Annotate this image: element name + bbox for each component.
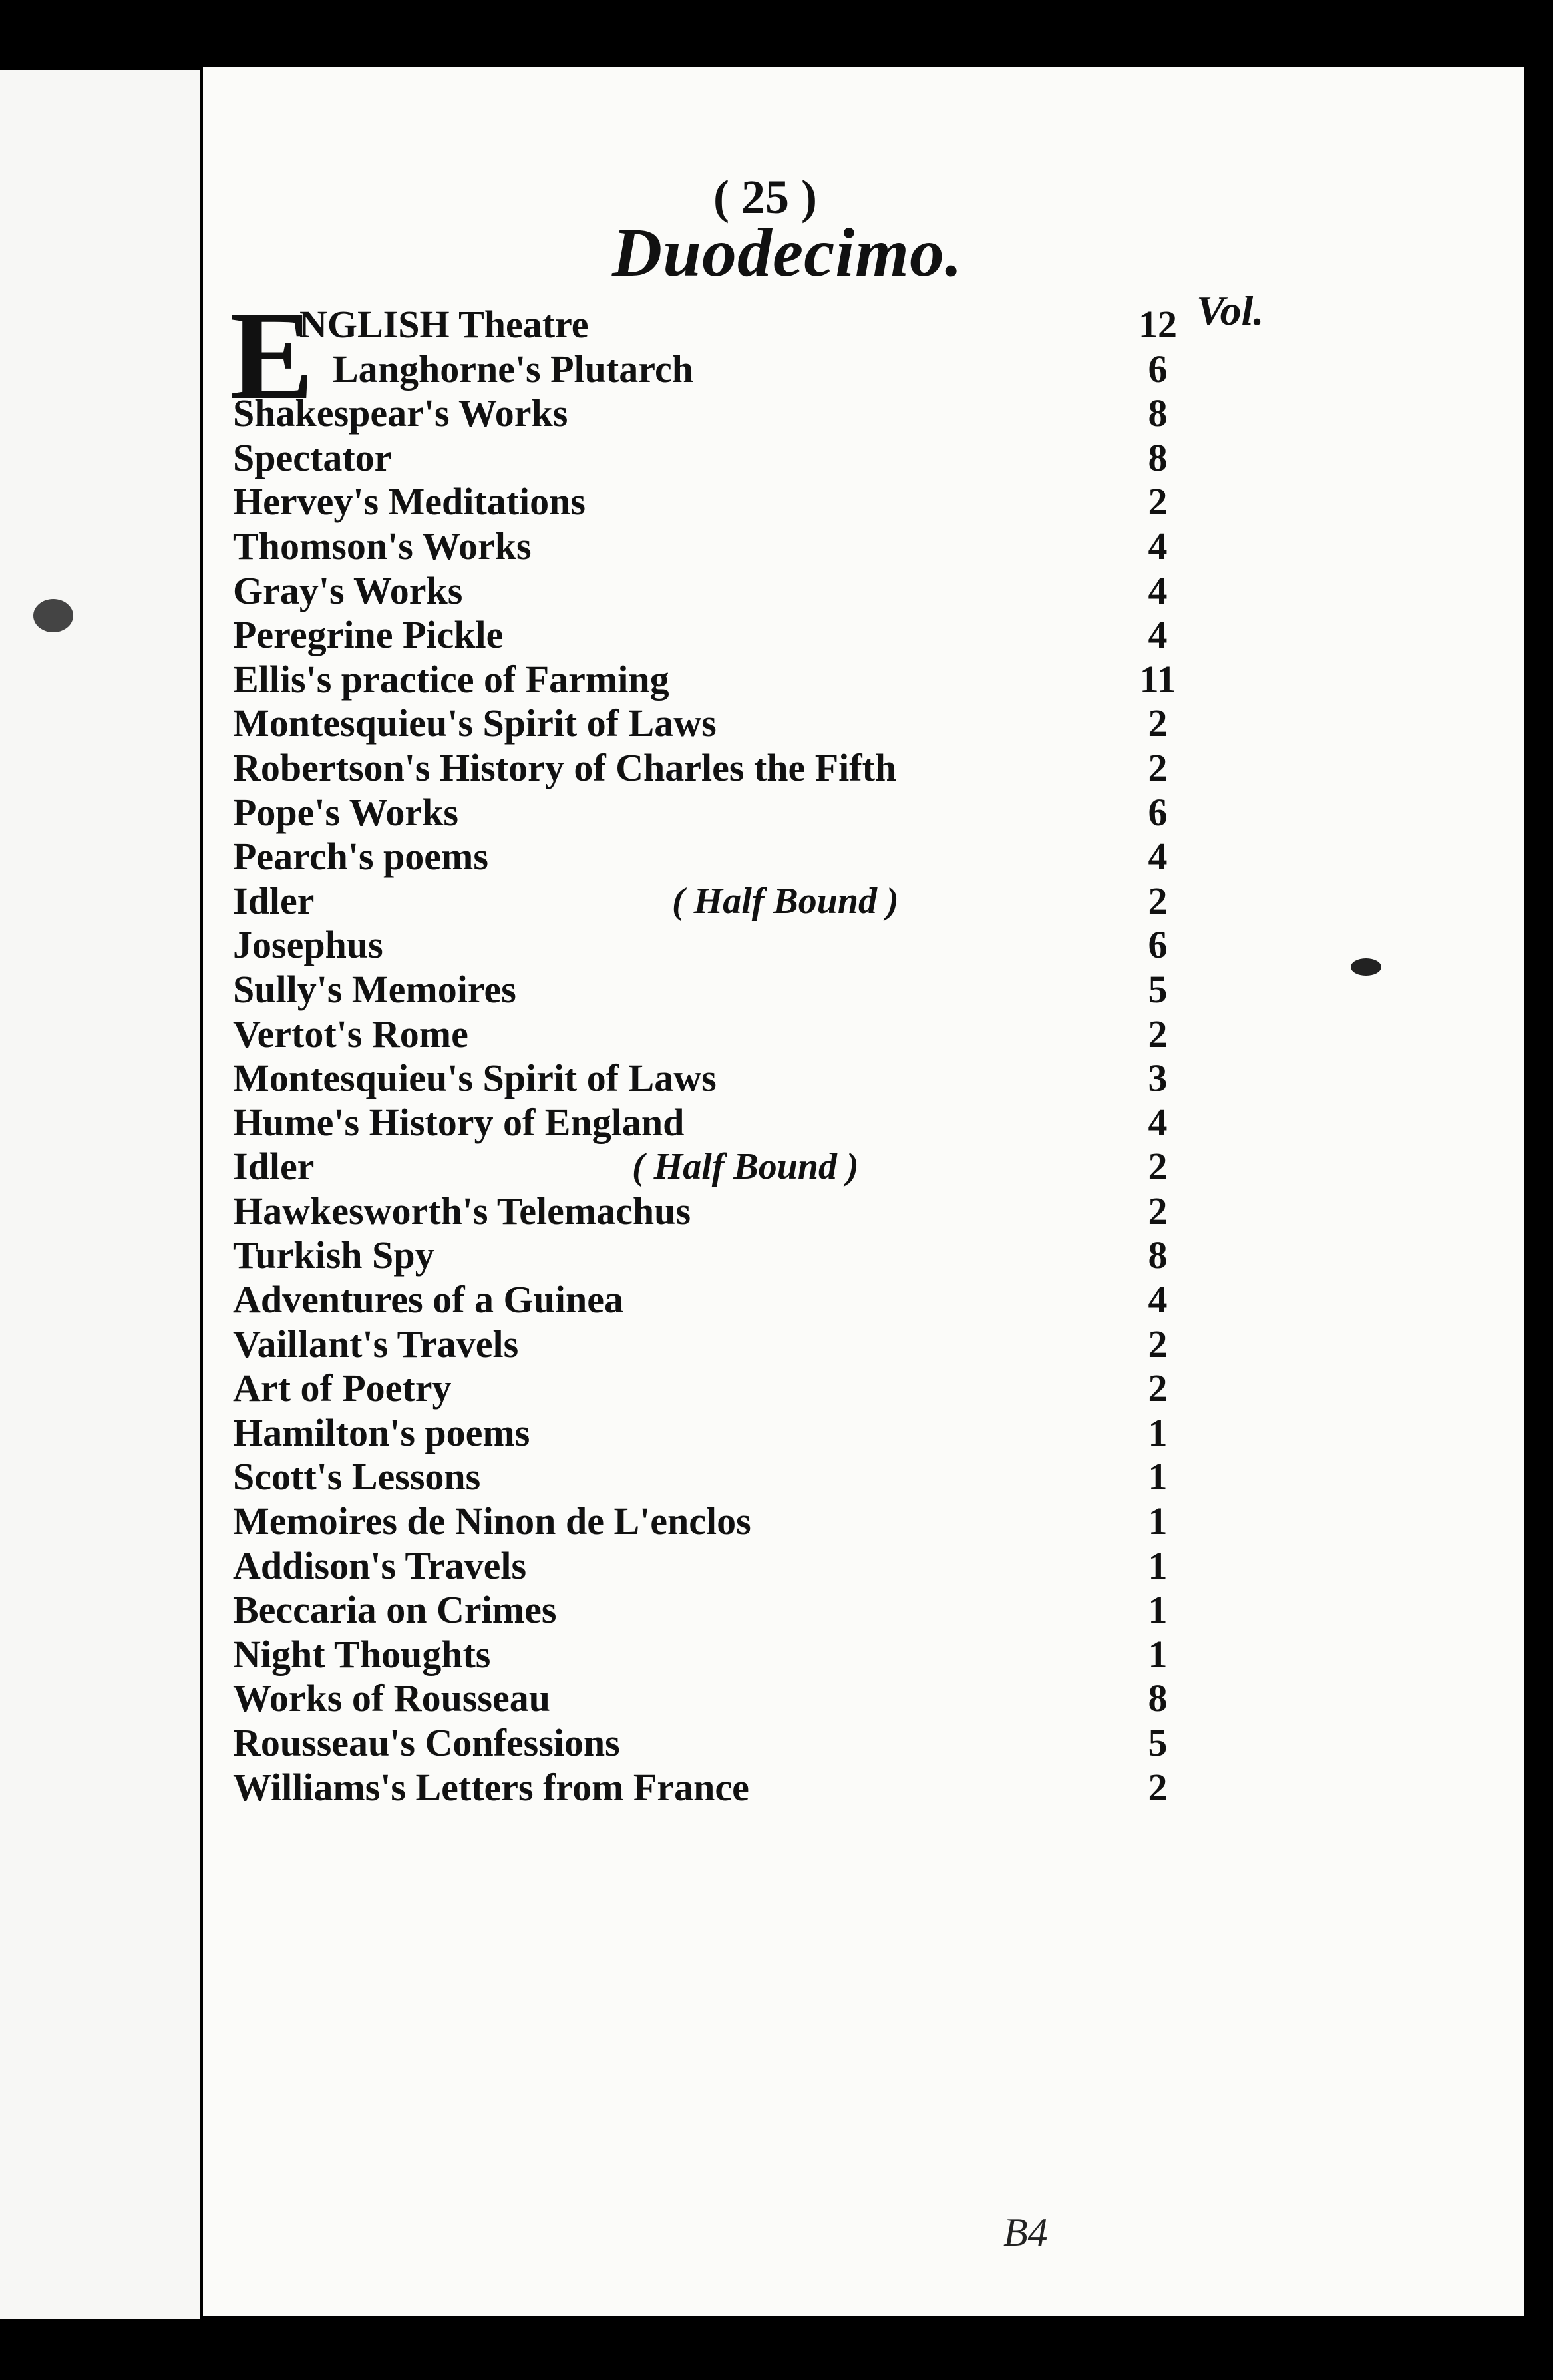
list-item	[233, 791, 1397, 835]
entry-title: Shakespear's Works	[233, 391, 568, 435]
entry-volumes: 8	[1148, 1677, 1168, 1720]
entry-title: Hervey's Meditations	[233, 480, 586, 524]
entry-volumes: 2	[1148, 1765, 1168, 1809]
list-item	[233, 879, 1397, 924]
entry-title: Turkish Spy	[233, 1233, 434, 1277]
entry-title: Peregrine Pickle	[233, 613, 504, 657]
entry-volumes: 12	[1138, 303, 1177, 346]
entry-title: Langhorne's Plutarch	[333, 347, 693, 391]
entry-title: Vaillant's Travels	[233, 1322, 519, 1366]
entry-volumes: 1	[1148, 1499, 1168, 1543]
facing-page-edge	[0, 70, 200, 2319]
list-item	[233, 1145, 1397, 1189]
entry-title: NGLISH Theatre	[299, 303, 589, 346]
entry-volumes: 2	[1148, 480, 1168, 524]
list-item	[233, 658, 1397, 702]
entry-title: Williams's Letters from France	[233, 1765, 749, 1809]
list-item	[233, 1588, 1397, 1633]
entry-volumes: 5	[1148, 967, 1168, 1011]
entry-volumes: 6	[1148, 347, 1168, 391]
list-item	[233, 1189, 1397, 1234]
list-item	[233, 1411, 1397, 1456]
list-item	[233, 1721, 1397, 1766]
entry-title: Pope's Works	[233, 790, 458, 834]
list-item	[233, 923, 1397, 968]
entry-volumes: 6	[1148, 790, 1168, 834]
list-item	[233, 524, 1397, 569]
list-item	[233, 1544, 1397, 1589]
entry-title: Gray's Works	[233, 568, 463, 612]
entry-volumes: 8	[1148, 391, 1168, 435]
entry-volumes: 1	[1148, 1543, 1168, 1587]
entry-volumes: 2	[1148, 1145, 1168, 1189]
entry-title: Art of Poetry	[233, 1366, 452, 1410]
list-item	[233, 347, 1397, 392]
entry-volumes: 4	[1148, 1100, 1168, 1144]
list-item	[233, 613, 1397, 658]
entry-volumes: 4	[1148, 613, 1168, 657]
drop-cap: E	[230, 286, 314, 426]
entry-title: Beccaria on Crimes	[233, 1588, 557, 1632]
list-item	[233, 835, 1397, 879]
entry-title: Ellis's practice of Farming	[233, 657, 669, 701]
list-item	[233, 569, 1397, 614]
entry-volumes: 1	[1148, 1410, 1168, 1454]
page-number: ( 25 )	[713, 170, 817, 224]
entry-binding-note: ( Half Bound )	[672, 880, 899, 922]
entry-title: Memoires de Ninon de L'enclos	[233, 1499, 751, 1543]
entry-title: Spectator	[233, 435, 392, 479]
entry-title: Adventures of a Guinea	[233, 1278, 624, 1322]
entry-volumes: 2	[1148, 745, 1168, 789]
entry-title: Idler	[233, 879, 315, 922]
entry-title: Hume's History of England	[233, 1100, 685, 1144]
entry-title: Josephus	[233, 923, 383, 967]
book-list	[233, 303, 1397, 1810]
entry-title: Idler	[233, 1145, 315, 1189]
ink-blot	[1351, 958, 1381, 976]
list-item	[233, 1366, 1397, 1411]
list-item	[233, 303, 1397, 347]
list-item	[233, 1633, 1397, 1677]
entry-volumes: 2	[1148, 1012, 1168, 1056]
entry-title: Hawkesworth's Telemachus	[233, 1189, 691, 1233]
entry-title: Vertot's Rome	[233, 1012, 468, 1056]
list-item	[233, 1455, 1397, 1499]
printer-signature-mark: B4	[1003, 2210, 1048, 2254]
entry-volumes: 4	[1148, 835, 1168, 879]
entry-title: Scott's Lessons	[233, 1455, 481, 1499]
entry-title: Montesquieu's Spirit of Laws	[233, 1056, 717, 1100]
list-item	[233, 1101, 1397, 1145]
list-item	[233, 1056, 1397, 1101]
entry-title: Robertson's History of Charles the Fifth	[233, 745, 897, 789]
list-item	[233, 968, 1397, 1012]
entry-volumes: 2	[1148, 879, 1168, 922]
entry-volumes: 8	[1148, 435, 1168, 479]
entry-title: Pearch's poems	[233, 835, 488, 879]
entry-title: Rousseau's Confessions	[233, 1721, 620, 1764]
entry-volumes: 1	[1148, 1632, 1168, 1676]
volumes-column-header: Vol.	[1196, 287, 1264, 334]
entry-title: Works of Rousseau	[233, 1677, 550, 1720]
entry-title: Thomson's Works	[233, 524, 532, 568]
entry-volumes: 6	[1148, 923, 1168, 967]
list-item	[233, 480, 1397, 524]
entry-title: Montesquieu's Spirit of Laws	[233, 701, 717, 745]
entry-title: Night Thoughts	[233, 1632, 491, 1676]
entry-volumes: 8	[1148, 1233, 1168, 1277]
section-heading: Duodecimo.	[612, 214, 963, 291]
entry-volumes: 2	[1148, 1322, 1168, 1366]
entry-title: Sully's Memoires	[233, 967, 516, 1011]
entry-binding-note: ( Half Bound )	[632, 1146, 859, 1188]
entry-volumes: 2	[1148, 1366, 1168, 1410]
list-item	[233, 1278, 1397, 1322]
list-item	[233, 1322, 1397, 1367]
list-item	[233, 1499, 1397, 1544]
entry-volumes: 4	[1148, 524, 1168, 568]
list-item	[233, 746, 1397, 791]
entry-volumes: 2	[1148, 1189, 1168, 1233]
entry-title: Addison's Travels	[233, 1543, 527, 1587]
entry-volumes: 3	[1148, 1056, 1168, 1100]
ink-blot	[33, 599, 73, 632]
list-item	[233, 1677, 1397, 1721]
list-item	[233, 391, 1397, 436]
entry-volumes: 4	[1148, 1278, 1168, 1322]
list-item	[233, 1233, 1397, 1278]
list-item	[233, 701, 1397, 746]
list-item	[233, 1766, 1397, 1810]
entry-volumes: 1	[1148, 1455, 1168, 1499]
entry-volumes: 11	[1139, 657, 1176, 701]
entry-volumes: 1	[1148, 1588, 1168, 1632]
entry-volumes: 4	[1148, 568, 1168, 612]
entry-volumes: 2	[1148, 701, 1168, 745]
entry-title: Hamilton's poems	[233, 1410, 530, 1454]
list-item	[233, 1012, 1397, 1057]
entry-volumes: 5	[1148, 1721, 1168, 1764]
list-item	[233, 436, 1397, 481]
